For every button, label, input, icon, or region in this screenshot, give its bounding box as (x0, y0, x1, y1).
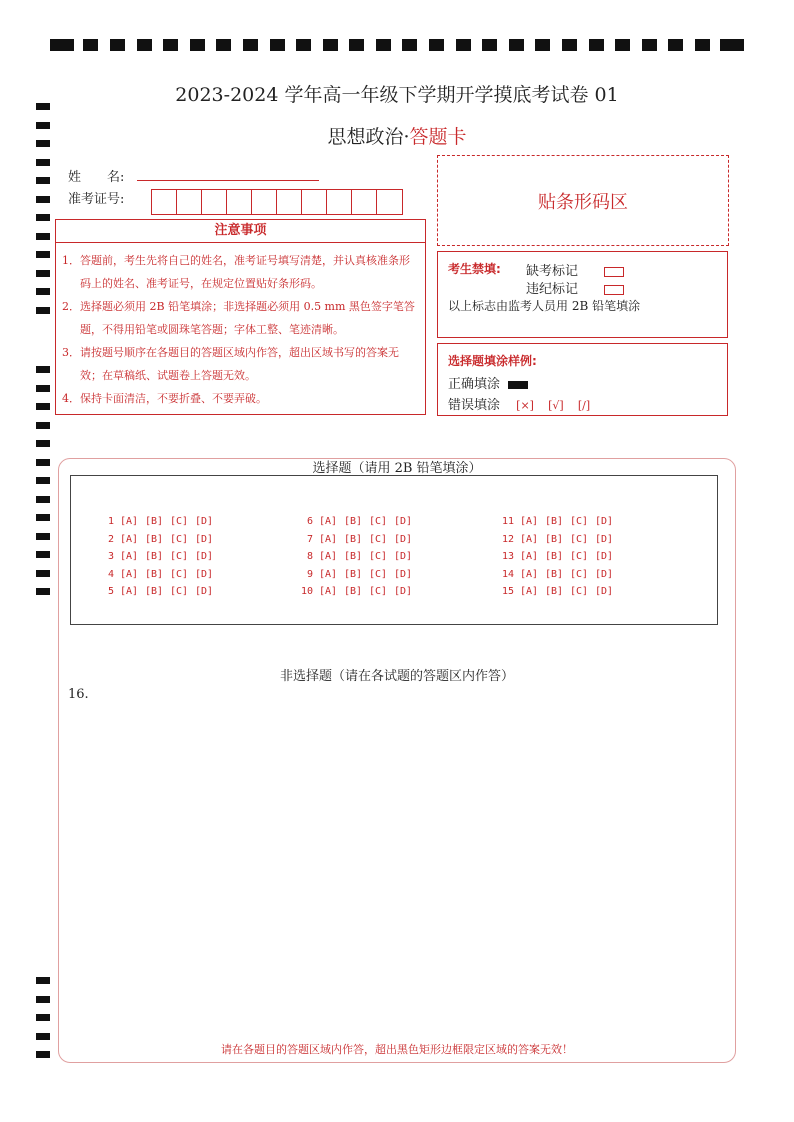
exam-id-digit-box[interactable] (252, 190, 277, 214)
mcq-question-row (498, 583, 620, 601)
exam-id-digit-box[interactable] (227, 190, 252, 214)
mcq-option-bubble[interactable]: [C] (369, 586, 388, 597)
exam-title: 2023-2024 学年高一年级下学期开学摸底考试卷 01 (175, 84, 619, 106)
name-field[interactable] (137, 180, 319, 181)
exam-id-digit-box[interactable] (352, 190, 377, 214)
timing-mark (402, 39, 417, 51)
question-16-answer-area[interactable] (62, 705, 730, 1035)
exam-id-digit-box[interactable] (302, 190, 327, 214)
notice-item: 2．选择题必须用 2B 铅笔填涂；非选择题必须用 0.5 mm 黑色签字笔答题，不得用铅笔或圆珠笔答题；字体工整、笔迹清晰。 (62, 300, 415, 336)
timing-mark (36, 288, 50, 295)
timing-mark (36, 440, 50, 447)
timing-mark (36, 366, 50, 373)
timing-mark (36, 270, 50, 277)
mcq-option-bubble[interactable]: [B] (545, 516, 564, 527)
mcq-question-row (297, 548, 419, 566)
timing-mark (720, 39, 744, 51)
mcq-option-bubble[interactable]: [D] (195, 586, 214, 597)
mcq-option-bubble[interactable]: [B] (344, 568, 363, 580)
mcq-question-row (498, 566, 620, 584)
timing-mark (36, 551, 50, 558)
notice-item: 3．请按题号顺序在各题目的答题区域内作答，超出区域书写的答案无效；在草稿纸、试题卷上答题无效。 (62, 346, 399, 382)
notice-item: 1．答题前，考生先将自己的姓名，准考证号填写清楚，并认真核准条形码上的姓名、准考证号，在规定位置贴好条形码。 (62, 254, 410, 290)
mcq-option-bubble[interactable]: [C] (570, 551, 589, 562)
mcq-option-bubble[interactable]: [D] (595, 586, 614, 597)
timing-mark (323, 39, 338, 51)
subtitle-separator: · (403, 126, 410, 148)
mcq-question-number: 4 (107, 568, 114, 580)
fill-example-panel (437, 343, 728, 416)
mcq-option-bubble[interactable]: [D] (394, 568, 413, 580)
wrong-mark: [/] (577, 399, 591, 412)
mcq-option-bubble[interactable]: [B] (545, 586, 564, 597)
exam-id-digit-box[interactable] (377, 190, 402, 214)
mcq-question-number: 12 (501, 533, 514, 545)
mcq-section-title: 选择题（请用 2B 铅笔填涂） (0, 457, 794, 476)
barcode-label: 贴条形码区 (538, 191, 628, 213)
timing-mark (83, 39, 98, 51)
mcq-option-bubble[interactable]: [C] (570, 516, 589, 527)
mcq-question-row (498, 531, 620, 549)
footer-warning: 请在各题目的答题区域内作答，超出黑色矩形边框限定区域的答案无效！ (221, 1043, 573, 1056)
timing-mark (50, 39, 74, 51)
mcq-option-bubble[interactable]: [C] (570, 586, 589, 597)
exam-id-label: 准考证号: (68, 192, 125, 207)
question-16-number: 16. (68, 687, 89, 702)
mcq-question-number: 13 (501, 551, 514, 562)
mcq-option-bubble[interactable]: [C] (170, 568, 189, 580)
mcq-question-number: 15 (501, 586, 514, 597)
mcq-option-bubble[interactable]: [C] (369, 568, 388, 580)
mcq-question-row (297, 513, 419, 531)
timing-mark (270, 39, 285, 51)
mcq-question-number: 11 (501, 516, 514, 527)
barcode-area (437, 155, 729, 246)
mcq-option-bubble[interactable]: [B] (344, 516, 363, 527)
exam-id-digit-box[interactable] (327, 190, 352, 214)
mcq-question-number: 9 (306, 568, 313, 580)
correct-fill-row (448, 373, 528, 392)
mcq-option-bubble[interactable]: [A] (319, 516, 338, 527)
exam-id-digit-box[interactable] (202, 190, 227, 214)
mcq-option-bubble[interactable]: [B] (145, 568, 164, 580)
absent-mark-box[interactable] (604, 267, 624, 277)
exam-id-digit-box[interactable] (277, 190, 302, 214)
mcq-option-bubble[interactable]: [B] (344, 586, 363, 597)
filled-mark (508, 381, 528, 389)
timing-mark (36, 1033, 50, 1040)
mcq-option-bubble[interactable]: [D] (195, 516, 214, 527)
forbidden-note: 以上标志由监考人员用 2B 铅笔填涂 (448, 299, 641, 313)
timing-mark (36, 1014, 50, 1021)
timing-mark (36, 159, 50, 166)
timing-mark (36, 570, 50, 577)
timing-mark (36, 196, 50, 203)
mcq-question-number: 10 (300, 586, 313, 597)
name-label: 姓 名: (68, 170, 125, 185)
notice-title: 注意事项 (56, 220, 425, 243)
mcq-option-bubble[interactable]: [A] (319, 586, 338, 597)
mcq-option-bubble[interactable]: [C] (170, 586, 189, 597)
mcq-option-bubble[interactable]: [A] (520, 568, 539, 580)
mcq-option-bubble[interactable]: [D] (394, 551, 413, 562)
timing-mark (509, 39, 524, 51)
mcq-column (297, 513, 419, 601)
notice-item: 4．保持卡面清洁，不要折叠、不要弄破。 (62, 392, 267, 405)
forbidden-title: 考生禁填: (448, 262, 501, 276)
mcq-option-bubble[interactable]: [A] (520, 533, 539, 545)
mcq-option-bubble[interactable]: [D] (595, 516, 614, 527)
timing-mark (349, 39, 364, 51)
timing-mark (243, 39, 258, 51)
mcq-question-row (98, 513, 220, 531)
timing-mark (36, 177, 50, 184)
mcq-option-bubble[interactable]: [C] (570, 568, 589, 580)
timing-mark (36, 588, 50, 595)
mcq-option-bubble[interactable]: [D] (195, 551, 214, 562)
timing-mark (36, 422, 50, 429)
mcq-option-bubble[interactable]: [B] (145, 551, 164, 562)
mcq-option-bubble[interactable]: [A] (319, 533, 338, 545)
mcq-option-bubble[interactable]: [B] (145, 533, 164, 545)
mcq-question-row (297, 531, 419, 549)
violation-label: 违纪标记 (526, 282, 579, 297)
exam-subtitle (0, 122, 794, 149)
mcq-question-row (98, 531, 220, 549)
forbidden-panel (437, 251, 728, 338)
subject-label: 思想政治 (327, 126, 404, 148)
timing-mark (36, 403, 50, 410)
mcq-option-bubble[interactable]: [D] (195, 568, 214, 580)
mcq-option-bubble[interactable]: [B] (545, 533, 564, 545)
mcq-column (98, 513, 220, 601)
timing-mark (535, 39, 550, 51)
timing-mark (110, 39, 125, 51)
mcq-column (498, 513, 620, 601)
mcq-option-bubble[interactable]: [A] (120, 551, 139, 562)
mcq-option-bubble[interactable]: [C] (170, 516, 189, 527)
mcq-option-bubble[interactable]: [B] (145, 586, 164, 597)
timing-mark (36, 533, 50, 540)
mcq-option-bubble[interactable]: [C] (369, 533, 388, 545)
mcq-option-bubble[interactable]: [D] (394, 516, 413, 527)
mcq-option-bubble[interactable]: [B] (145, 516, 164, 527)
exam-id-boxes[interactable] (151, 189, 403, 215)
timing-mark (216, 39, 231, 51)
mcq-question-row (98, 583, 220, 601)
mcq-option-bubble[interactable]: [A] (319, 568, 338, 580)
absent-label: 缺考标记 (526, 264, 579, 279)
exam-id-digit-box[interactable] (152, 190, 177, 214)
timing-mark (36, 496, 50, 503)
mcq-option-bubble[interactable]: [C] (170, 533, 189, 545)
mcq-question-row (498, 513, 620, 531)
mcq-option-bubble[interactable]: [A] (120, 516, 139, 527)
mcq-question-row (98, 566, 220, 584)
timing-mark (376, 39, 391, 51)
mcq-option-bubble[interactable]: [D] (394, 586, 413, 597)
mcq-option-bubble[interactable]: [D] (195, 533, 214, 545)
mcq-question-number: 2 (107, 533, 114, 545)
timing-mark (36, 233, 50, 240)
timing-mark (456, 39, 471, 51)
timing-mark (137, 39, 152, 51)
timing-mark (695, 39, 710, 51)
timing-mark (163, 39, 178, 51)
wrong-fill-row (448, 394, 590, 413)
wrong-mark: [√] (548, 399, 564, 412)
violation-mark-box[interactable] (604, 285, 624, 295)
violation-mark-row (526, 278, 624, 297)
timing-mark (482, 39, 497, 51)
mcq-option-bubble[interactable]: [B] (344, 533, 363, 545)
fill-example-title: 选择题填涂样例: (448, 354, 537, 368)
mcq-option-bubble[interactable]: [D] (394, 533, 413, 545)
timing-mark (36, 385, 50, 392)
notice-panel (55, 219, 426, 415)
timing-mark (190, 39, 205, 51)
timing-mark (36, 477, 50, 484)
mcq-option-bubble[interactable]: [B] (545, 568, 564, 580)
absent-mark-row (526, 260, 624, 279)
non-mcq-section-title: 非选择题（请在各试题的答题区内作答） (279, 669, 514, 684)
mcq-option-bubble[interactable]: [B] (545, 551, 564, 562)
answer-card-label: 答题卡 (409, 126, 467, 148)
mcq-option-bubble[interactable]: [C] (570, 533, 589, 545)
mcq-option-bubble[interactable]: [D] (595, 568, 614, 580)
timing-mark (296, 39, 311, 51)
timing-mark (429, 39, 444, 51)
mcq-question-row (498, 548, 620, 566)
mcq-question-row (297, 566, 419, 584)
mcq-option-bubble[interactable]: [A] (520, 586, 539, 597)
mcq-option-bubble[interactable]: [C] (369, 516, 388, 527)
timing-mark (36, 996, 50, 1003)
timing-mark (36, 514, 50, 521)
mcq-question-number: 8 (306, 551, 313, 562)
mcq-question-number: 6 (306, 516, 313, 527)
mcq-option-bubble[interactable]: [D] (595, 551, 614, 562)
mcq-option-bubble[interactable]: [A] (120, 586, 139, 597)
timing-mark (36, 251, 50, 258)
timing-mark (36, 307, 50, 314)
mcq-question-number: 5 (107, 586, 114, 597)
mcq-option-bubble[interactable]: [A] (520, 551, 539, 562)
timing-mark (668, 39, 683, 51)
correct-fill-label: 正确填涂 (448, 377, 501, 392)
timing-mark (36, 214, 50, 221)
timing-mark (562, 39, 577, 51)
mcq-option-bubble[interactable]: [D] (595, 533, 614, 545)
wrong-fill-label: 错误填涂 (448, 398, 501, 413)
exam-id-digit-box[interactable] (177, 190, 202, 214)
mcq-option-bubble[interactable]: [C] (369, 551, 388, 562)
mcq-option-bubble[interactable]: [A] (120, 533, 139, 545)
wrong-mark: [×] (516, 399, 534, 412)
timing-mark (589, 39, 604, 51)
mcq-question-number: 7 (306, 533, 313, 545)
timing-mark (615, 39, 630, 51)
mcq-option-bubble[interactable]: [C] (170, 551, 189, 562)
mcq-option-bubble[interactable]: [B] (344, 551, 363, 562)
mcq-question-number: 1 (107, 516, 114, 527)
mcq-question-row (98, 548, 220, 566)
top-timing-marks (50, 39, 745, 51)
mcq-question-row (297, 583, 419, 601)
mcq-option-bubble[interactable]: [A] (520, 516, 539, 527)
mcq-question-number: 14 (501, 568, 514, 580)
mcq-option-bubble[interactable]: [A] (319, 551, 338, 562)
timing-mark (642, 39, 657, 51)
mcq-question-number: 3 (107, 551, 114, 562)
timing-mark (36, 977, 50, 984)
mcq-option-bubble[interactable]: [A] (120, 568, 139, 580)
